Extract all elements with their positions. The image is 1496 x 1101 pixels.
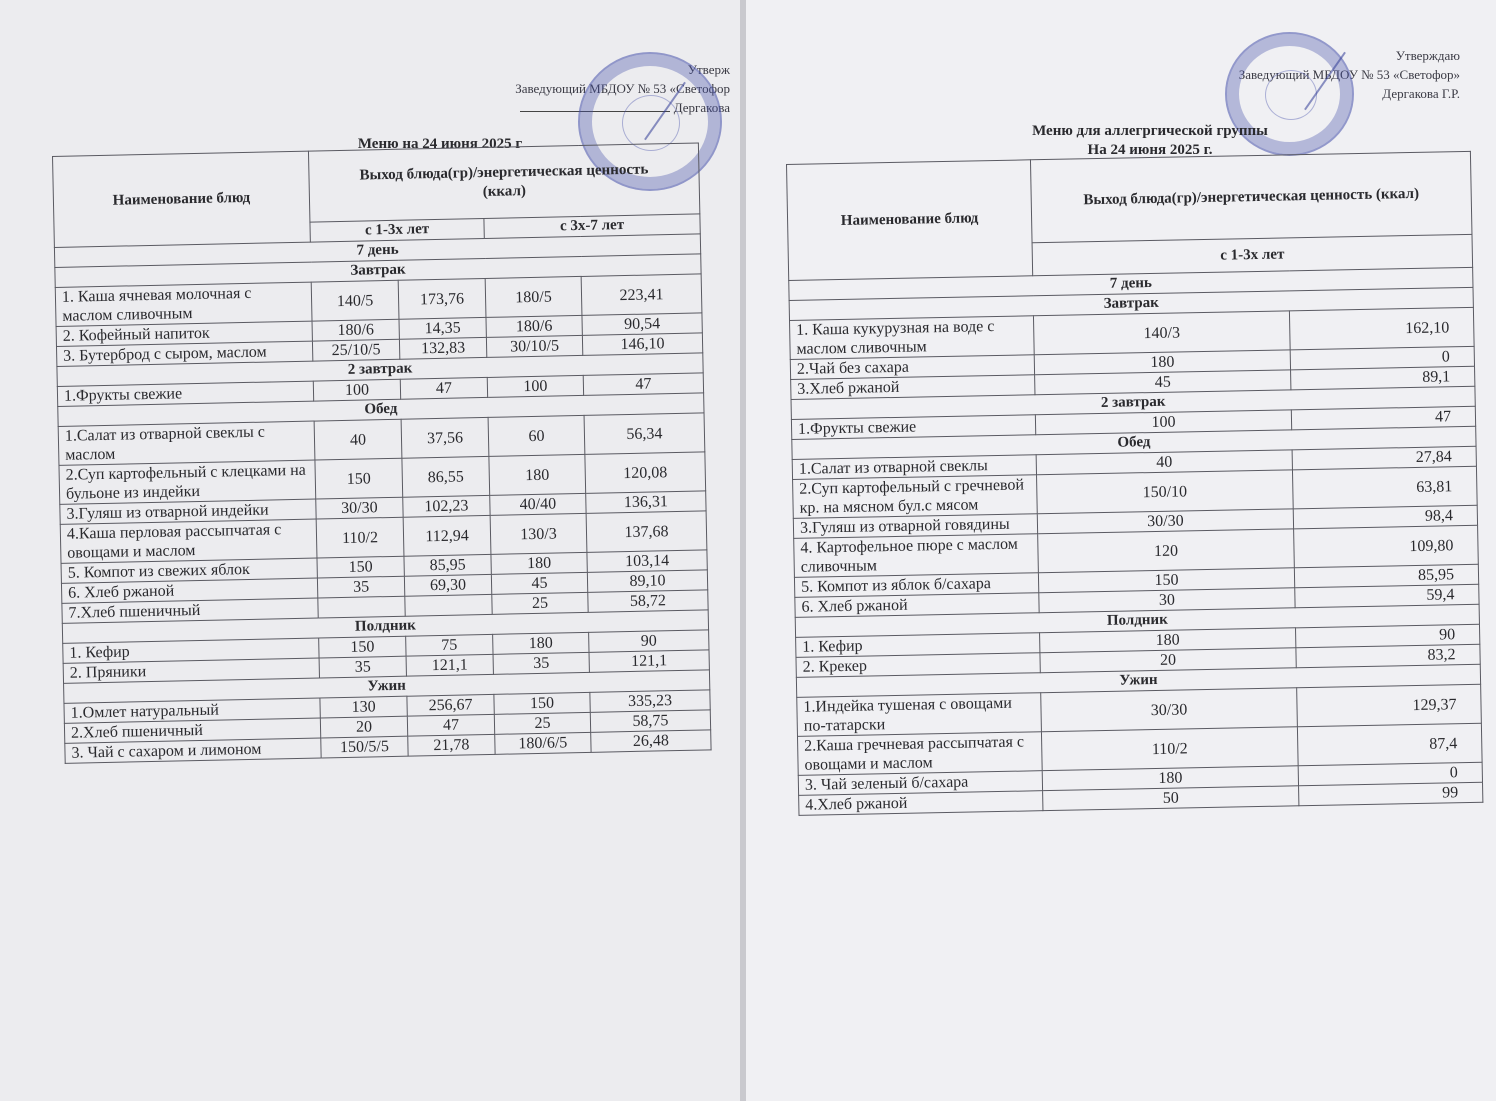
dish-name: 4.Хлеб ржаной	[799, 791, 1043, 816]
dish-name: 7.Хлеб пшеничный	[62, 598, 318, 623]
kcal-3-7: 136,31	[586, 491, 706, 514]
dish-name: 1. Кефир	[796, 633, 1040, 658]
portion-1-3	[318, 596, 405, 618]
dish-name: 1. Каша кукурузная на воде с маслом сливочным	[790, 316, 1035, 360]
dish-name: 1.Салат из отварной свеклы с маслом	[58, 421, 315, 465]
dish-name: 2.Хлеб пшеничный	[64, 718, 320, 743]
dish-name: 2.Каша гречневая рассыпчатая с овощами и маслом	[797, 732, 1042, 776]
kcal-3-7: 121,1	[589, 650, 709, 673]
portion-1-3: 140/3	[1033, 311, 1290, 355]
right-menu-title-line1: Меню для аллегргической группы	[1032, 123, 1268, 139]
kcal-3-7: 47	[583, 373, 703, 396]
right-approval-line1: Утверждаю	[1395, 48, 1460, 63]
kcal-1-3: 0	[1290, 346, 1474, 370]
meal-section-title: Завтрак	[55, 254, 701, 288]
portion-1-3: 110/2	[1041, 727, 1298, 771]
kcal-1-3: 85,95	[1294, 564, 1478, 588]
kcal-3-7: 90	[589, 630, 709, 653]
kcal-3-7: 137,68	[586, 511, 707, 553]
kcal-1-3: 109,80	[1294, 525, 1479, 568]
kcal-1-3: 99	[1299, 782, 1483, 806]
kcal-1-3: 90	[1295, 624, 1479, 648]
kcal-1-3: 256,67	[407, 694, 494, 716]
portion-1-3: 30/30	[1041, 688, 1298, 732]
portion-1-3: 100	[313, 379, 400, 401]
day-label: 7 день	[54, 234, 700, 268]
portion-3-7: 100	[487, 375, 583, 397]
kcal-1-3: 89,1	[1291, 366, 1475, 390]
dish-name: 2.Суп картофельный с гречневой кр. на мясном бул.с мясом	[793, 475, 1038, 519]
dish-name: 3. Бутерброд с сыром, маслом	[56, 341, 312, 366]
kcal-1-3: 69,30	[404, 574, 491, 596]
dish-name: 5. Компот из яблок б/сахара	[794, 573, 1038, 598]
portion-1-3: 130	[320, 696, 407, 718]
kcal-1-3	[405, 594, 492, 616]
portion-1-3: 35	[317, 576, 404, 598]
dish-name: 4.Каша перловая рассыпчатая с овощами и маслом	[60, 519, 317, 563]
portion-1-3: 180/6	[312, 319, 399, 341]
portion-1-3: 150	[317, 556, 404, 578]
portion-1-3: 30/30	[1037, 509, 1293, 534]
kcal-3-7: 120,08	[585, 452, 706, 494]
left-approval-line2: Заведующий МБДОУ № 53 «Светофор	[515, 81, 730, 96]
portion-1-3: 25/10/5	[312, 339, 399, 361]
dish-name: 2. Пряники	[63, 658, 319, 683]
dish-name: 3.Гуляш из отварной индейки	[60, 499, 316, 524]
kcal-1-3: 129,37	[1297, 684, 1482, 727]
kcal-1-3: 132,83	[399, 337, 486, 359]
kcal-3-7: 58,75	[590, 710, 710, 733]
portion-1-3: 45	[1035, 370, 1291, 395]
dish-name: 1.Салат из отварной свеклы	[792, 455, 1036, 480]
kcal-1-3: 21,78	[408, 734, 495, 756]
portion-1-3: 30/30	[316, 497, 403, 519]
portion-1-3: 150/5/5	[321, 736, 408, 758]
dish-name: 1.Индейка тушеная с овощами по-татарски	[797, 693, 1042, 737]
right-menu-title-line2: На 24 июня 2025 г.	[1087, 142, 1213, 158]
kcal-3-7: 58,72	[588, 590, 708, 613]
dish-name: 2.Суп картофельный с клецками на бульоне из индейки	[59, 460, 316, 504]
dish-name: 2. Кофейный напиток	[56, 321, 312, 346]
meal-section-title: Ужин	[64, 670, 710, 704]
meal-section-title: 2 завтрак	[791, 386, 1475, 419]
kcal-3-7: 56,34	[584, 413, 705, 455]
dish-name: 3. Чай с сахаром и лимоном	[65, 738, 321, 763]
portion-3-7: 130/3	[490, 513, 587, 554]
kcal-1-3: 47	[407, 714, 494, 736]
dish-name: 1.Фрукты свежие	[791, 415, 1035, 440]
right-menu-table	[786, 151, 1483, 816]
dish-name: 5. Компот из свежих яблок	[61, 558, 317, 583]
portion-1-3: 150	[315, 458, 403, 499]
portion-3-7: 45	[491, 572, 587, 594]
meal-section-title: 2 завтрак	[57, 353, 703, 387]
kcal-1-3: 98,4	[1293, 505, 1477, 529]
left-approval-line3: Дергакова	[673, 100, 730, 115]
kcal-3-7: 89,10	[587, 570, 707, 593]
dish-name: 6. Хлеб ржаной	[795, 593, 1039, 618]
portion-1-3: 110/2	[316, 517, 404, 558]
column-header-age-1-3: с 1-3х лет	[310, 218, 484, 242]
portion-1-3: 50	[1043, 786, 1299, 811]
kcal-3-7: 223,41	[581, 274, 702, 316]
portion-1-3: 35	[319, 656, 406, 678]
left-menu-table	[52, 142, 712, 763]
kcal-1-3: 162,10	[1289, 307, 1474, 350]
kcal-1-3: 63,81	[1292, 466, 1477, 509]
kcal-3-7: 146,10	[582, 333, 702, 356]
portion-1-3: 30	[1039, 588, 1295, 613]
kcal-1-3: 37,56	[401, 417, 489, 458]
dish-name: 3. Чай зеленый б/сахара	[798, 771, 1042, 796]
column-header-dish: Наименование блюд	[787, 160, 1033, 281]
kcal-1-3: 47	[400, 377, 487, 399]
kcal-1-3: 83,2	[1296, 644, 1480, 668]
kcal-1-3: 102,23	[403, 495, 490, 517]
portion-3-7: 60	[488, 415, 585, 456]
day-label: 7 день	[789, 267, 1473, 300]
dish-name: 6. Хлеб ржаной	[61, 578, 317, 603]
portion-3-7: 180	[493, 632, 589, 654]
left-approval-line1: Утверж	[687, 62, 730, 77]
portion-1-3: 180	[1034, 350, 1290, 375]
kcal-3-7: 335,23	[590, 690, 710, 713]
header-row	[53, 143, 700, 228]
portion-3-7: 180/5	[485, 276, 582, 317]
kcal-1-3: 27,84	[1292, 446, 1476, 470]
meal-section-title: Обед	[792, 426, 1476, 459]
kcal-1-3: 14,35	[399, 317, 486, 339]
kcal-1-3: 87,4	[1297, 723, 1482, 766]
portion-1-3: 140/5	[311, 280, 399, 321]
dish-name: 4. Картофельное пюре с маслом сливочным	[794, 534, 1039, 578]
portion-1-3: 100	[1035, 410, 1291, 435]
portion-1-3: 40	[314, 419, 402, 460]
kcal-1-3: 112,94	[403, 515, 491, 556]
dish-name: 3.Хлеб ржаной	[791, 375, 1035, 400]
kcal-1-3: 121,1	[406, 654, 493, 676]
kcal-1-3: 47	[1291, 406, 1475, 430]
portion-3-7: 180	[491, 552, 587, 574]
portion-1-3: 40	[1036, 450, 1292, 475]
portion-3-7: 40/40	[490, 493, 586, 515]
portion-3-7: 180/6/5	[495, 732, 591, 754]
meal-section-title: Ужин	[796, 664, 1480, 697]
kcal-3-7: 90,54	[582, 313, 702, 336]
portion-1-3: 120	[1038, 529, 1295, 573]
column-header-output: Выход блюда(гр)/энергетическая ценность (ккал)	[308, 143, 699, 222]
portion-3-7: 150	[494, 692, 590, 714]
kcal-1-3: 59,4	[1295, 584, 1479, 608]
left-menu-title: Меню на 24 июня 2025 г	[357, 136, 523, 152]
kcal-1-3: 0	[1298, 762, 1482, 786]
kcal-1-3: 85,95	[404, 554, 491, 576]
portion-1-3: 150	[319, 636, 406, 658]
kcal-1-3: 86,55	[402, 456, 490, 497]
portion-1-3: 180	[1042, 766, 1298, 791]
column-header-age-1-3: с 1-3х лет	[1032, 234, 1473, 275]
portion-3-7: 30/10/5	[486, 335, 582, 357]
dish-name: 1.Омлет натуральный	[64, 698, 320, 723]
kcal-3-7: 103,14	[587, 550, 707, 573]
meal-section-title: Полдник	[795, 604, 1479, 637]
column-header-output: Выход блюда(гр)/энергетическая ценность (ккал)	[1030, 151, 1472, 242]
dish-name: 1. Каша ячневая молочная с маслом сливочным	[55, 282, 312, 326]
right-approval-line3: Дергакова Г.Р.	[1382, 86, 1460, 101]
meal-section-title: Полдник	[62, 610, 708, 644]
header-row	[787, 151, 1472, 247]
portion-3-7: 25	[492, 592, 588, 614]
portion-1-3: 150	[1038, 568, 1294, 593]
portion-3-7: 180	[489, 454, 586, 495]
portion-1-3: 150/10	[1037, 470, 1294, 514]
portion-3-7: 35	[493, 652, 589, 674]
dish-name: 3.Гуляш из отварной говядины	[793, 514, 1037, 539]
dish-name: 2.Чай без сахара	[790, 355, 1034, 380]
meal-section-title: Завтрак	[789, 287, 1473, 320]
column-header-age-3-7: с 3х-7 лет	[484, 214, 700, 239]
kcal-3-7: 26,48	[591, 730, 711, 753]
kcal-1-3: 75	[406, 634, 493, 656]
portion-3-7: 25	[494, 712, 590, 734]
dish-name: 1.Фрукты свежие	[57, 381, 313, 406]
dish-name: 1. Кефир	[63, 638, 319, 663]
meal-section-title: Обед	[58, 393, 704, 427]
right-approval-line2: Заведующий МБДОУ № 53 «Светофор»	[1238, 67, 1460, 82]
portion-1-3: 20	[320, 716, 407, 738]
portion-1-3: 180	[1040, 628, 1296, 653]
column-header-dish: Наименование блюд	[53, 151, 311, 247]
portion-3-7: 180/6	[486, 315, 582, 337]
dish-name: 2. Крекер	[796, 653, 1040, 678]
portion-1-3: 20	[1040, 648, 1296, 673]
page-gutter	[740, 0, 746, 1101]
kcal-1-3: 173,76	[398, 278, 486, 319]
